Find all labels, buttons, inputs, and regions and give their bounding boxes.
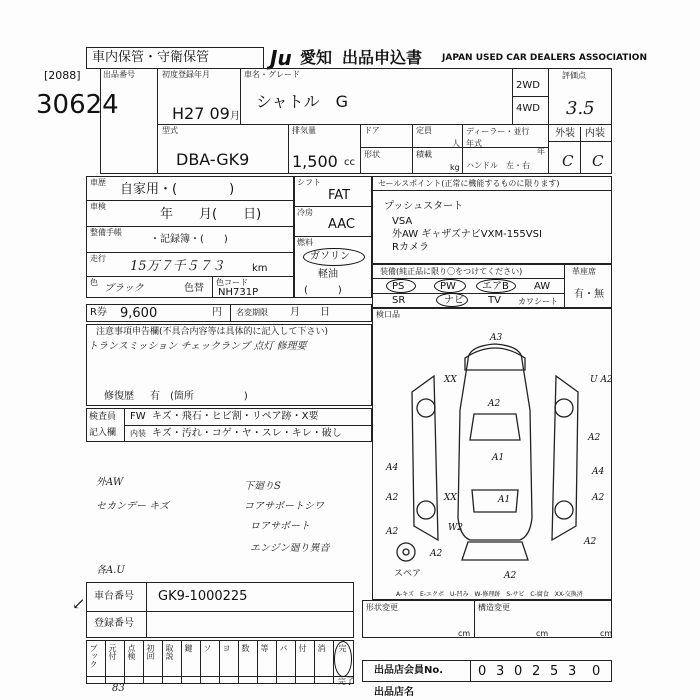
car-top-outline <box>458 344 532 540</box>
shape-label: 形状 <box>364 150 380 159</box>
unit-cm-2: cm <box>536 629 549 638</box>
handle-label: ハンドル 左・右 <box>466 161 530 170</box>
odometer-unit: km <box>252 263 268 274</box>
grade-value: 3.5 <box>566 98 595 119</box>
leather-seat-label: 革座席 <box>572 267 596 276</box>
car-diagram-svg <box>380 330 613 588</box>
selling-points-label: セールスポイント(正常に機能するものに限ります) <box>378 179 560 188</box>
mark-w2: W2 <box>448 523 463 533</box>
category-label: 車歴 <box>90 178 106 187</box>
mark-a2-left: A2 <box>386 493 399 503</box>
inspection-value: 年 月( 日) <box>160 207 262 222</box>
exterior-label: 外装 <box>555 128 575 139</box>
form-title: 出品申込書 <box>342 48 423 67</box>
equip-tv: TV <box>488 295 501 306</box>
acc-col-6: 鍵 <box>184 644 193 652</box>
fuel-value: ガソリン <box>310 251 350 262</box>
type-label: 型式 <box>162 126 178 135</box>
chassis-value: GK9-1000225 <box>158 589 248 604</box>
mark-a2-bottom: A2 <box>504 571 517 581</box>
remark-6: エンジン廻り異音 <box>250 543 330 554</box>
equip-seat: カワシート <box>518 297 558 306</box>
recycle-label: R券 <box>90 307 107 318</box>
door-label: ドア <box>364 126 380 135</box>
remark-5: ロアサポート <box>250 521 310 532</box>
load-unit: kg <box>450 163 460 172</box>
navi-circle <box>436 293 468 307</box>
car-rear-view <box>462 542 528 560</box>
member-digit-7: 0 <box>592 664 601 679</box>
remark-4: コアサポートシワ <box>244 501 324 512</box>
year-label: 年式 <box>466 139 482 148</box>
complete-circle <box>334 641 352 677</box>
drive-2wd: 2WD <box>516 80 540 91</box>
equip-ps: PS <box>392 281 405 292</box>
acc-col-2: 元付 <box>108 644 117 660</box>
color-value: ブラック <box>104 283 144 294</box>
remark-7: 各A.U <box>96 565 125 576</box>
equip-aw: AW <box>534 281 551 292</box>
grade-label: 評価点 <box>562 71 586 80</box>
inspector-interior-label: 内装 <box>130 429 146 438</box>
member-digit-3: 0 <box>514 664 523 679</box>
spare-label: スペア <box>394 569 422 579</box>
interior-value: C <box>592 152 604 170</box>
member-digit-1: 0 <box>478 664 487 679</box>
interior-items: キズ・汚れ・コゲ・ヤ・スレ・キレ・破し <box>152 428 342 439</box>
footer-number: 83 <box>112 683 125 694</box>
selling-point-3: 外AW ギャザズナビVXM-155VSI <box>392 229 542 240</box>
spare-tire-icon <box>397 543 415 561</box>
first-reg-label: 初度登録年月 <box>162 70 210 79</box>
ps-circle <box>386 279 416 293</box>
interior-label: 内装 <box>585 128 605 139</box>
equip-airbag: エアB <box>482 281 509 292</box>
reg-label: 登録番号 <box>94 618 134 629</box>
inspection-label: 車検 <box>90 202 106 211</box>
repair-label: 修復歴 <box>104 391 134 402</box>
acc-col-3: 点検 <box>127 644 136 660</box>
equip-pw: PW <box>440 281 456 292</box>
notes-text: トランスミッション チェックランプ 点灯 修理要 <box>88 341 307 352</box>
ac-value: AAC <box>328 217 355 232</box>
diagram-legend: A-キズ E-エクボ U-凹み W-修理跡 S-サビ C-腐食 XX-交換済 <box>396 591 583 598</box>
equipment-label: 装備(純正品に限り〇をつけてください) <box>380 267 523 276</box>
mark-a2-hood: A2 <box>488 399 501 409</box>
mark-a2-bumper: A2 <box>430 549 443 559</box>
color-code-label: 色コード <box>216 278 248 287</box>
ac-label: 冷房 <box>297 208 313 217</box>
mark-a4-left: A4 <box>386 463 399 473</box>
acc-col-7: ソ <box>203 644 212 652</box>
year-unit: 年 <box>537 147 545 156</box>
mark-ua2: U A2 <box>590 375 613 385</box>
member-label: 出品店会員No. <box>374 665 444 676</box>
shop-label: 出品店名 <box>374 687 414 698</box>
mark-a2-right: A2 <box>588 433 601 443</box>
mark-a4-right: A4 <box>592 467 605 477</box>
color-code-value: NH731P <box>218 287 259 298</box>
acc-col-10: 等 <box>260 644 269 652</box>
name-change-value: 月 日 <box>290 307 330 318</box>
leather-seat-value: 有・無 <box>574 289 604 300</box>
load-label: 積載 <box>416 150 432 159</box>
member-digit-2: 3 <box>496 664 505 679</box>
lot-number: 30624 <box>36 90 119 120</box>
car-right-side <box>552 376 578 540</box>
size-label-a: 形状変更 <box>366 603 398 612</box>
fuel-alt: 軽油 <box>318 269 338 280</box>
mark-a1-roof: A1 <box>492 453 505 463</box>
car-left-side <box>412 376 438 540</box>
warranty-value: ・記録簿・( ) <box>150 234 228 245</box>
warranty-label: 整備手帳 <box>90 228 122 237</box>
first-reg-value: H27 09 <box>172 104 230 123</box>
odometer-label: 走行 <box>90 254 106 263</box>
shift-value: FAT <box>328 188 351 203</box>
mark-a2-rright: A2 <box>592 493 605 503</box>
first-reg-unit: 月 <box>230 111 240 122</box>
capacity-unit: 人 <box>452 139 460 148</box>
mark-a1-trunk: A1 <box>498 495 511 505</box>
model-label: 車名・グレード <box>244 70 300 79</box>
displacement-label: 排気量 <box>292 126 316 135</box>
selling-point-2: VSA <box>392 216 413 227</box>
acc-col-5: 取説 <box>165 644 174 660</box>
remark-1: 外AW <box>96 477 124 488</box>
pw-circle <box>434 279 466 293</box>
capacity-label: 定員 <box>416 126 432 135</box>
name-change-label: 名変期限 <box>236 308 268 317</box>
displacement-value: 1,500 <box>292 152 338 171</box>
selling-point-4: Rカメラ <box>392 242 429 253</box>
chassis-label: 車台番号 <box>94 591 134 602</box>
mark-a2-rrear: A2 <box>584 537 597 547</box>
dealer-label: ディーラー・並行 <box>466 127 530 136</box>
record-label: 記入欄 <box>89 428 117 438</box>
fuel-other: ( ) <box>304 285 342 296</box>
fw-items: キズ・飛石・ヒビ割・リペア跡・X要 <box>152 411 319 422</box>
mark-a2-lrear: A2 <box>386 527 399 537</box>
member-digit-4: 2 <box>532 664 541 679</box>
drive-4wd: 4WD <box>516 103 540 114</box>
storage-note: 車内保管・守衛保管 <box>92 50 210 65</box>
airbag-circle <box>476 279 516 293</box>
margin-mark: ↙ <box>72 594 86 613</box>
acc-col-4: 初回 <box>146 644 155 660</box>
acc-col-11: パ <box>279 644 288 652</box>
lot-label: 出品番号 <box>103 70 135 79</box>
repair-value: 有 (箇所 ) <box>150 391 248 402</box>
exterior-value: C <box>562 152 574 170</box>
org-city: 愛知 <box>300 48 333 67</box>
equip-navi: ナビ <box>444 295 464 306</box>
recycle-unit: 円 <box>212 307 222 318</box>
recycle-value: 9,600 <box>120 306 158 321</box>
notes-label: 注意事項申告欄(不具合内容等は具体的に記入して下さい) <box>96 327 329 337</box>
mark-a3-top: A3 <box>490 333 503 343</box>
member-digit-5: 5 <box>550 664 559 679</box>
acc-col-8: ヨ <box>222 644 231 652</box>
odometer-value: 15万７千５７３ <box>130 259 225 274</box>
fw-label: FW <box>130 411 146 422</box>
category-value: 自家用・( ) <box>120 182 235 197</box>
size-label-b: 構造変更 <box>478 603 510 612</box>
association-name: JAPAN USED CAR DEALERS ASSOCIATION <box>442 53 647 63</box>
sheet-ref: [2088] <box>44 69 81 82</box>
equip-sr: SR <box>392 295 406 306</box>
color-label: 色 <box>90 278 98 287</box>
check-label: 検査員 <box>89 412 117 422</box>
complete-label: 完了 <box>338 677 354 686</box>
diagram-top-label: 検口品 <box>376 310 400 319</box>
color-switch-label: 色替 <box>184 283 204 294</box>
car-front-view <box>465 348 525 370</box>
model-value: シャトル G <box>256 92 349 111</box>
acc-col-9: 数 <box>241 644 250 652</box>
acc-col-1: ブック <box>89 644 98 668</box>
fuel-label: 燃料 <box>297 238 313 247</box>
mark-xx-rear: XX <box>444 493 457 503</box>
member-digit-6: 3 <box>568 664 577 679</box>
unit-cm-1: cm <box>458 629 471 638</box>
ju-logo: Ju <box>270 46 292 70</box>
type-value: DBA-GK9 <box>176 150 250 169</box>
mark-xx-front: XX <box>444 375 457 385</box>
acc-col-13: 消 <box>317 644 326 652</box>
selling-point-1: プッシュスタート <box>384 201 464 212</box>
displacement-unit: cc <box>344 157 355 168</box>
unit-cm-3: cm <box>600 629 613 638</box>
shift-label: シフト <box>297 178 321 187</box>
remark-3: 下廻りS <box>244 481 281 492</box>
acc-col-12: 付 <box>298 644 307 652</box>
remark-2: セカンデー キズ <box>96 501 169 512</box>
acc-col-14: 完 <box>338 644 347 652</box>
